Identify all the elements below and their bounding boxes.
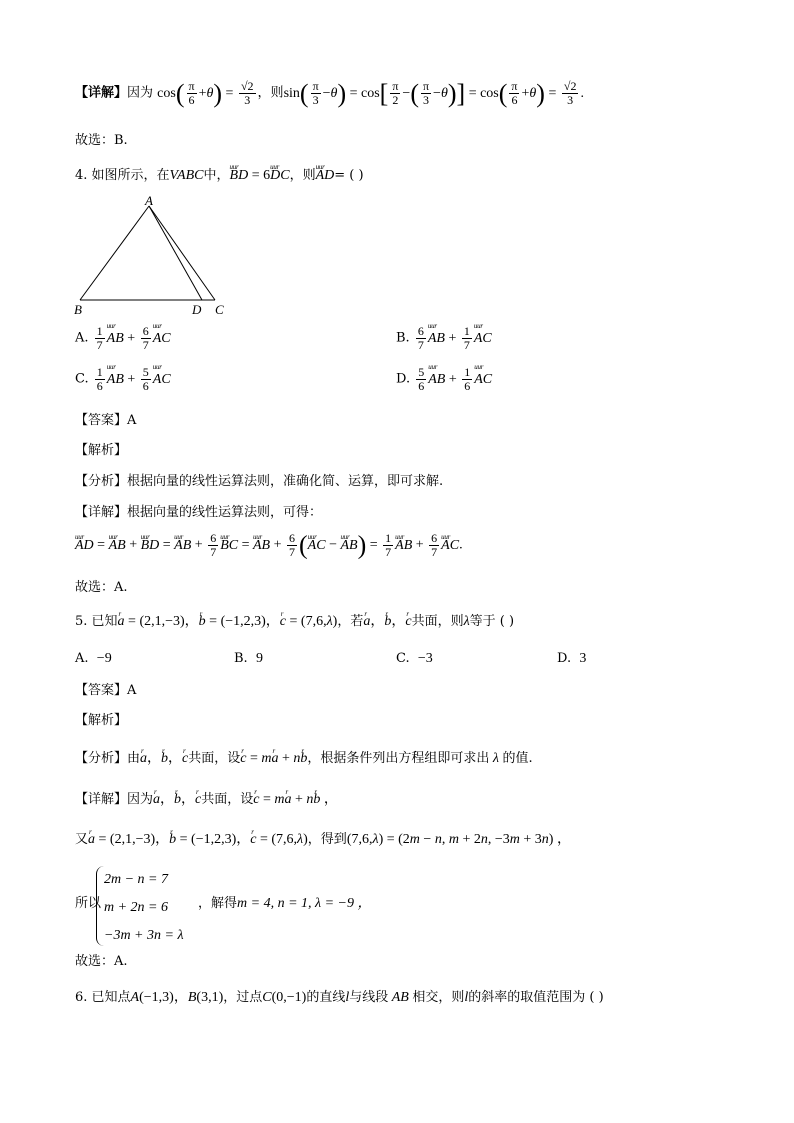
q5-option-a[interactable] — [75, 651, 112, 667]
detail-text: ，得到 — [307, 832, 347, 847]
stem-text: 相交，则 — [412, 990, 465, 1005]
q4-detail-formula: u u r AD = u u r AB + u u r BD = u u r AB + $\frac{6}{7}$ u u r BC = u u r AB + $\frac{6}{7}$ (u u r AC − u u r AB) = $\frac{1}{7}$ u u r AB + $\frac{6}{7}$ u u r AC. — [75, 532, 463, 559]
stem-text: 与线段 — [349, 990, 389, 1005]
stem-text: ，若 — [337, 614, 364, 629]
formula: r a = (2,1,−3)，r b = (−1,2,3)，r c = (7,6,λ) — [118, 614, 338, 629]
q4-analysis-text: 【分析】根据向量的线性运算法则，准确化简、运算，即可求解. — [75, 474, 444, 489]
analysis-text: 【分析】由 — [75, 751, 141, 766]
q5-system-prefix: 所以 — [75, 896, 102, 911]
formula: $\frac{6}{7}$ u u r AB + $\frac{1}{7}$ u u r AC — [414, 331, 492, 346]
formula: l — [345, 990, 350, 1005]
formula: r a = (2,1,−3)，r b = (−1,2,3)，r c = (7,6,λ) — [88, 832, 308, 847]
side-ab — [80, 206, 149, 300]
formula: A(−1,3)，B(3,1) — [130, 990, 224, 1005]
q5-given — [75, 830, 571, 850]
q4-answer: 故选：A. — [75, 580, 128, 595]
formula: cos( $\frac{\pi}{6}$ +θ) = $\frac{√2}{3}$ — [157, 78, 254, 108]
q6-stem — [75, 988, 604, 1008]
q4-stem — [75, 166, 364, 186]
stem-text: ，则 — [289, 168, 316, 183]
stem-text: = ( ) — [334, 168, 364, 183]
label-b: B — [74, 302, 82, 317]
q4-option-b[interactable] — [396, 325, 492, 352]
stem-text: 的直线 — [306, 990, 346, 1005]
detail-text: ，解得 — [198, 896, 238, 911]
formula: AB — [391, 990, 409, 1005]
detail-label: 【详解】 — [75, 85, 128, 101]
option-value: 9 — [255, 651, 263, 666]
stem-text: 4. 如图所示，在 — [75, 168, 170, 183]
formula: (7,6,λ) = (2m − n, m + 2n, −3m + 3n) ， — [346, 832, 571, 847]
q4-option-a[interactable] — [75, 325, 171, 352]
formula: $\frac{1}{6}$ u u r AB + $\frac{5}{6}$ u u r AC — [93, 372, 171, 387]
equation-2: m + 2n = 6 — [104, 900, 169, 915]
formula: $\frac{5}{6}$ u u r AB + $\frac{1}{6}$ u u r AC — [414, 372, 492, 387]
analysis-text: 共面，设 — [188, 751, 241, 766]
stem-text: 共面，则 — [411, 614, 464, 629]
segment-ad — [149, 206, 202, 300]
equation-1: 2m − n = 7 — [104, 872, 169, 887]
q5-stem — [75, 612, 514, 632]
option-label: B. — [234, 651, 248, 666]
q4-detail-text: 【详解】根据向量的线性运算法则，可得： — [75, 505, 323, 520]
formula: λ — [463, 614, 470, 629]
detail-text: 【详解】因为 — [75, 792, 154, 807]
stem-text: 等于 ( ) — [469, 614, 515, 629]
stem-text: 5. 已知 — [75, 614, 118, 629]
option-label: D. — [396, 371, 411, 387]
detail-text: 因为 — [127, 85, 154, 101]
q5-solve — [198, 894, 371, 914]
q5-detail — [75, 790, 338, 810]
formula: r c = mr a + nr b — [240, 751, 307, 766]
analysis-text: 的值. — [502, 751, 533, 766]
stem-text: 6. 已知点 — [75, 990, 131, 1005]
stem-text: 中， — [203, 168, 230, 183]
formula: $\frac{1}{7}$ u u r AB + $\frac{6}{7}$ u u r AC — [93, 331, 171, 346]
option-label: B. — [396, 330, 410, 346]
formula: r a，r b，r c — [140, 751, 188, 766]
q3-answer: 故选：B. — [75, 133, 128, 148]
q5-analysis-title: 【解析】 — [75, 713, 128, 728]
formula: l — [464, 990, 469, 1005]
q5-answer: 故选：A. — [75, 954, 128, 969]
option-label: C. — [75, 371, 89, 387]
q5-analysis — [75, 749, 533, 769]
q4-option-c[interactable] — [75, 366, 171, 393]
label-a: A — [145, 196, 153, 208]
option-value: −3 — [417, 651, 433, 666]
q4-analysis-title: 【解析】 — [75, 443, 128, 458]
option-label: C. — [396, 651, 410, 666]
formula: r c = mr a + nr b ， — [253, 792, 338, 807]
formula: u u r AD — [316, 168, 335, 183]
q5-option-d[interactable] — [557, 651, 586, 667]
option-value: 3 — [579, 651, 587, 666]
q4-answer-label: 【答案】A — [75, 413, 137, 428]
formula: sin( $\frac{\pi}{3}$ −θ) = cos[ $\frac{\pi}{2}$ −( $\frac{\pi}{3}$ −θ)] = cos( $\frac{\pi}{6}$ +θ) = $\frac{√2}{3}$ . — [283, 78, 584, 108]
q5-answer-label: 【答案】A — [75, 683, 137, 698]
option-label: D. — [557, 651, 572, 666]
detail-text: ，则 — [257, 85, 284, 101]
q3-detail-line — [75, 80, 584, 107]
option-label: A. — [75, 330, 89, 346]
label-d: D — [192, 302, 202, 317]
formula: C(0,−1) — [262, 990, 307, 1005]
triangle-figure — [70, 196, 250, 321]
side-ac — [149, 206, 215, 300]
formula: λ — [492, 751, 499, 766]
equation-3: −3m + 3n = λ — [104, 928, 184, 943]
q4-option-d[interactable] — [396, 366, 492, 393]
stem-text: 的斜率的取值范围为 ( ) — [468, 990, 604, 1005]
analysis-text: ，根据条件列出方程组即可求出 — [307, 751, 490, 766]
option-value: −9 — [96, 651, 112, 666]
detail-text: 又 — [75, 832, 89, 847]
stem-text: ，过点 — [223, 990, 263, 1005]
formula: r a，r b，r c — [363, 614, 411, 629]
triangle-symbol: VABC — [169, 168, 204, 183]
label-c: C — [215, 302, 224, 317]
q5-option-b[interactable] — [234, 651, 263, 667]
formula: r a，r b，r c — [153, 792, 201, 807]
q5-option-c[interactable] — [396, 651, 433, 667]
formula: u u r BD = 6u u r DC — [230, 168, 290, 183]
option-label: A. — [75, 651, 89, 666]
solve-result: m = 4, n = 1, λ = −9 ， — [237, 896, 372, 911]
equation-system — [104, 866, 184, 950]
detail-text: 共面，设 — [201, 792, 254, 807]
